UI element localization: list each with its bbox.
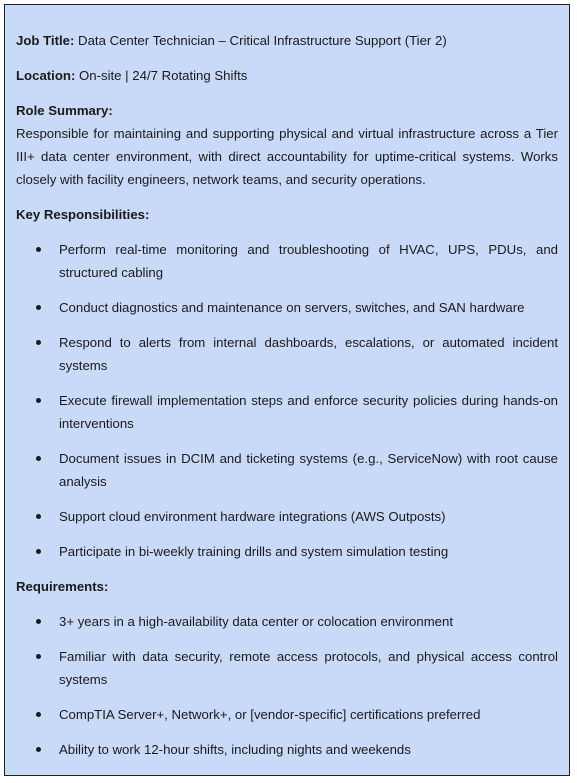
list-item-text: Document issues in DCIM and ticketing systems (e.g., ServiceNow) with root cause analysis: [59, 451, 558, 489]
bullet-icon: [36, 305, 41, 310]
role-summary-heading: Role Summary:: [16, 103, 113, 118]
key-responsibilities-heading: Key Responsibilities:: [16, 207, 150, 222]
bullet-icon: [36, 712, 41, 717]
bullet-icon: [36, 747, 41, 752]
job-title-line: [16, 29, 558, 52]
list-item-text: Support cloud environment hardware integrations (AWS Outposts): [59, 509, 446, 524]
bullet-icon: [36, 398, 41, 403]
list-item: [16, 389, 558, 435]
bullet-icon: [36, 654, 41, 659]
bullet-icon: [36, 456, 41, 461]
list-item-text: Respond to alerts from internal dashboards, escalations, or automated incident systems: [59, 335, 558, 373]
list-item-text: Perform real-time monitoring and troubleshooting of HVAC, UPS, PDUs, and structured cabling: [59, 242, 558, 280]
list-item: [16, 610, 558, 633]
list-item: [16, 331, 558, 377]
bullet-icon: [36, 247, 41, 252]
requirements-heading: Requirements:: [16, 579, 109, 594]
list-item: [16, 645, 558, 691]
list-item: [16, 540, 558, 563]
list-item: [16, 238, 558, 284]
job-title-value: Data Center Technician – Critical Infrastructure Support (Tier 2): [78, 33, 447, 48]
list-item-text: Ability to work 12-hour shifts, including nights and weekends: [59, 742, 411, 757]
list-item-text: Familiar with data security, remote access protocols, and physical access control systems: [59, 649, 558, 687]
list-item-text: 3+ years in a high-availability data center or colocation environment: [59, 614, 454, 629]
list-item-text: Execute firewall implementation steps and enforce security policies during hands-on interventions: [59, 393, 558, 431]
list-item-text: CompTIA Server+, Network+, or [vendor-specific] certifications preferred: [59, 707, 481, 722]
requirements-list: [16, 610, 558, 761]
location-line: [16, 64, 558, 87]
bullet-icon: [36, 619, 41, 624]
bullet-icon: [36, 549, 41, 554]
location-value: On-site | 24/7 Rotating Shifts: [79, 68, 248, 83]
job-title-label: Job Title:: [16, 33, 75, 48]
list-item: [16, 738, 558, 761]
list-item: [16, 296, 558, 319]
list-item: [16, 447, 558, 493]
list-item-text: Participate in bi-weekly training drills and system simulation testing: [59, 544, 449, 559]
role-summary-text: Responsible for maintaining and supporting physical and virtual infrastructure across a Tier III+ data center environment, with direct accountability for uptime-critical systems. Works closely with facility engineers, network teams, and security operations.: [16, 126, 558, 187]
list-item-text: Conduct diagnostics and maintenance on servers, switches, and SAN hardware: [59, 300, 525, 315]
key-responsibilities-list: [16, 238, 558, 563]
bullet-icon: [36, 514, 41, 519]
bullet-icon: [36, 340, 41, 345]
job-posting-card: [4, 4, 570, 776]
list-item: [16, 703, 558, 726]
location-label: Location:: [16, 68, 76, 83]
list-item: [16, 505, 558, 528]
